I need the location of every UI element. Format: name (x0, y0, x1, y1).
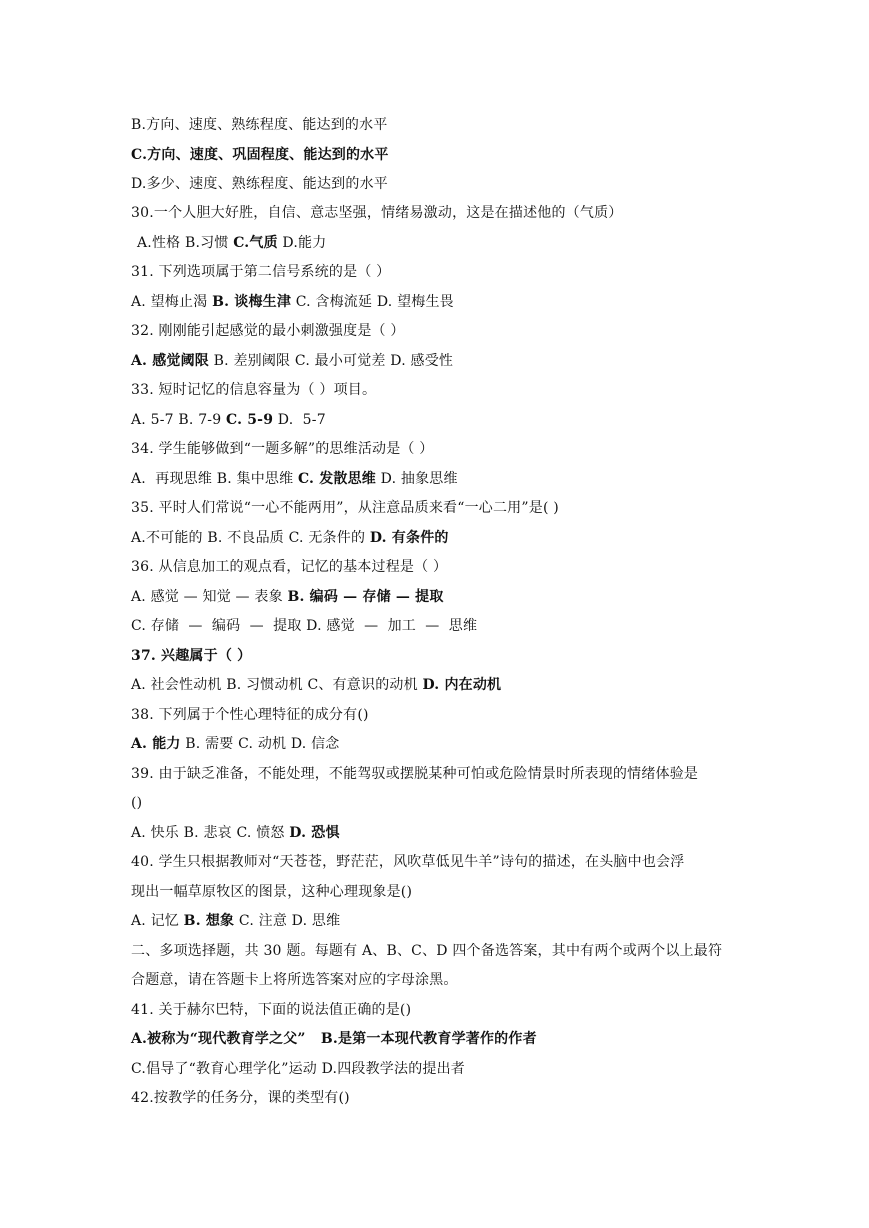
question-31: 31. 下列选项属于第二信号系统的是（ ） (131, 264, 391, 280)
question-34: 34. 学生能够做到“一题多解”的思维活动是（ ） (131, 441, 434, 457)
options-35: A.不可能的 B. 不良品质 C. 无条件的 D. 有条件的 (131, 530, 449, 546)
answer-line: C.方向、速度、巩固程度、能达到的水平 (131, 147, 389, 163)
options-33: A. 5-7 B. 7-9 C. 5-9 D. 5-7 (131, 412, 326, 428)
answer: A. 能力 (131, 736, 181, 752)
question-40: 40. 学生只根据教师对“天苍苍，野茫茫，风吹草低见牛羊”诗句的描述，在头脑中也会浮 (131, 854, 685, 870)
section-heading: 二、多项选择题，共 30 题。每题有 A、B、C、D 四个备选答案，其中有两个或两个以上最符 (131, 943, 723, 959)
options-37: A. 社会性动机 B. 习惯动机 C、有意识的动机 D. 内在动机 (131, 677, 502, 693)
options-36-cont: C. 存储 — 编码 — 提取 D. 感觉 — 加工 — 思维 (131, 618, 478, 634)
question-42: 42.按教学的任务分，课的类型有() (131, 1090, 350, 1106)
options-30: A.性格 B.习惯 C.气质 D.能力 (137, 235, 327, 251)
answer: C.气质 (233, 235, 278, 251)
question-35: 35. 平时人们常说“一心不能两用”，从注意品质来看“一心二用”是( ) (131, 500, 559, 516)
question-32: 32. 刚刚能引起感觉的最小刺激强度是（ ） (131, 323, 405, 339)
options-39: A. 快乐 B. 悲哀 C. 愤怒 D. 恐惧 (131, 825, 340, 841)
answer: D. 恐惧 (289, 825, 340, 841)
answer: A. 感觉阈限 (131, 353, 210, 369)
question-36: 36. 从信息加工的观点看，记忆的基本过程是（ ） (131, 559, 448, 575)
answer: B. 编码 — 存储 — 提取 (287, 589, 444, 605)
answer: D. 有条件的 (369, 530, 449, 546)
question-33: 33. 短时记忆的信息容量为（ ）项目。 (131, 382, 377, 398)
options-36: A. 感觉 — 知觉 — 表象 B. 编码 — 存储 — 提取 (131, 589, 444, 605)
options-31: A. 望梅止渴 B. 谈梅生津 C. 含梅流延 D. 望梅生畏 (131, 294, 454, 310)
answer: B. 谈梅生津 (212, 294, 292, 310)
question-39-cont: () (131, 795, 143, 811)
options-34: A. 再现思维 B. 集中思维 C. 发散思维 D. 抽象思维 (131, 471, 458, 487)
options-38: A. 能力 B. 需要 C. 动机 D. 信念 (131, 736, 340, 752)
options-40: A. 记忆 B. 想象 C. 注意 D. 思维 (131, 913, 341, 929)
question-40-cont: 现出一幅草原牧区的图景，这种心理现象是() (131, 884, 413, 900)
option-line: D.多少、速度、熟练程度、能达到的水平 (131, 176, 388, 192)
option-line: C.倡导了“教育心理学化”运动 D.四段教学法的提出者 (131, 1061, 466, 1077)
answer: C. 发散思维 (297, 471, 376, 487)
question-39: 39. 由于缺乏准备，不能处理，不能驾驭或摆脱某种可怕或危险情景时所表现的情绪体验是 (131, 766, 699, 782)
section-heading-cont: 合题意，请在答题卡上将所选答案对应的字母涂黑。 (131, 972, 458, 988)
question-38: 38. 下列属于个性心理特征的成分有() (131, 707, 369, 723)
answer-line: A.被称为“现代教育学之父” B.是第一本现代教育学著作的作者 (131, 1031, 537, 1047)
answer: C. 5-9 (226, 412, 274, 428)
question-30: 30.一个人胆大好胜，自信、意志坚强，情绪易激动，这是在描述他的（气质） (131, 205, 623, 221)
option-line: B.方向、速度、熟练程度、能达到的水平 (131, 117, 388, 133)
answer: D. 内在动机 (422, 677, 502, 693)
question-41: 41. 关于赫尔巴特，下面的说法值正确的是() (131, 1002, 412, 1018)
answer: B. 想象 (183, 913, 235, 929)
options-32: A. 感觉阈限 B. 差别阈限 C. 最小可觉差 D. 感受性 (131, 353, 454, 369)
question-37: 37. 兴趣属于（ ） (131, 648, 252, 664)
